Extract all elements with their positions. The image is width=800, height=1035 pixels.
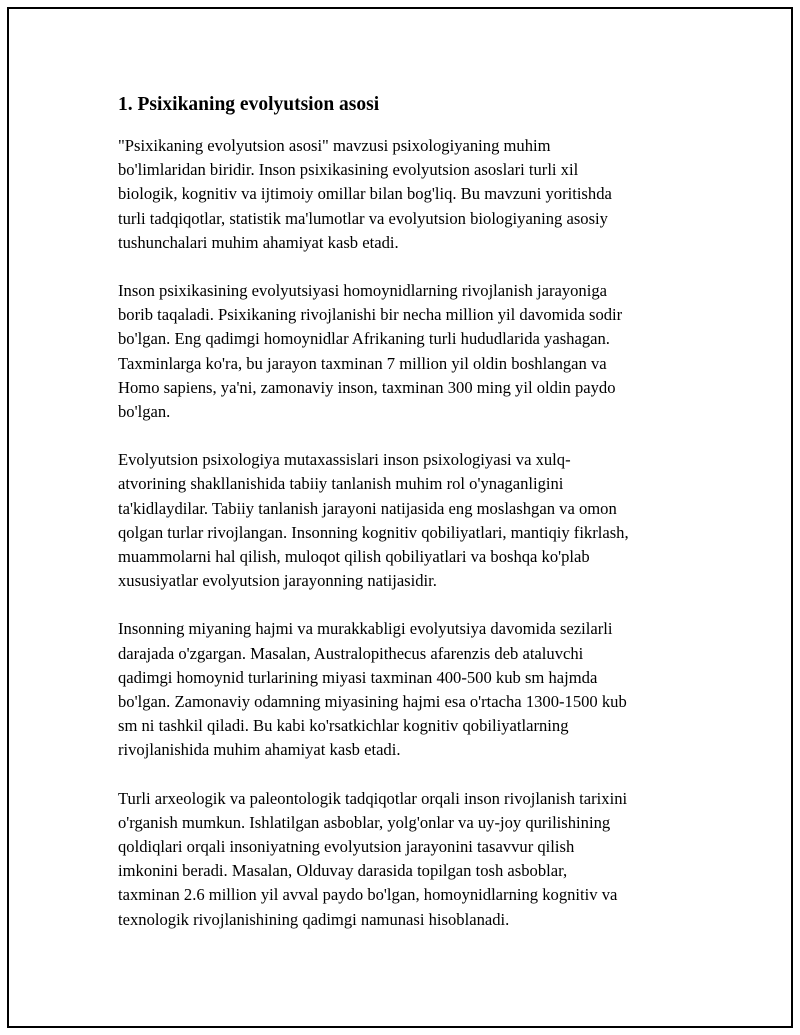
paragraph-2: Inson psixikasining evolyutsiyasi homoynidlarning rivojlanish jarayoniga borib taqaladi. Psixikaning rivojlanishi bir necha million yil davomida sodir bo'lgan. Eng qadimgi homoynidlar Afrikaning turli hududlarida yashagan. Taxminlarga ko'ra, bu jarayon taxminan 7 million yil oldin boshlangan va Homo sapiens, ya'ni, zamonaviy inson, taxminan 300 ming yil oldin paydo bo'lgan. (118, 281, 623, 422)
paragraph-5: Turli arxeologik va paleontologik tadqiqotlar orqali inson rivojlanish tarixini o'rganish mumkun. Ishlatilgan asboblar, yolg'onlar va uy-joy qurilishining qoldiqlari orqali insoniyatning evolyutsion jarayonini tasavvur qilish imkonini beradi. Masalan, Olduvay darasida topilgan tosh asboblar, taxminan 2.6 million yil avval paydo bo'lgan, homoynidlarning kognitiv va texnologik rivojlanishining qadimgi namunasi hisoblanadi. (118, 788, 628, 929)
document-body (118, 93, 688, 956)
paragraph-3: Evolyutsion psixologiya mutaxassislari inson psixologiyasi va xulq- atvorining shakllanishida tabiiy tanlanish muhim rol o'ynaganligini ta'kidlaydilar. Tabiiy tanlanish jarayoni natijasida eng moslashgan va omon qolgan turlar rivojlangan. Insonning kognitiv qobiliyatlari, mantiqiy fikrlash, muammolarni hal qilish, muloqot qilish qobiliyatlari va boshqa ko'plab xususiyatlar evolyutsion jarayonning natijasidir. (118, 450, 629, 591)
paragraph-1: "Psixikaning evolyutsion asosi" mavzusi psixologiyaning muhim bo'limlaridan biridir. Inson psixikasining evolyutsion asoslari turli xil biologik, kognitiv va ijtimoiy omillar bilan bog'liq. Bu mavzuni yoritishda turli tadqiqotlar, statistik ma'lumotlar va evolyutsion biologiyaning asosiy tushunchalari muhim ahamiyat kasb etadi. (118, 136, 612, 252)
section-heading: 1. Psixikaning evolyutsion asosi (118, 94, 380, 115)
paragraph-4: Insonning miyaning hajmi va murakkabligi evolyutsiya davomida sezilarli darajada o'zgargan. Masalan, Australopithecus afarenzis deb ataluvchi qadimgi homoynid turlarining miyasi taxminan 400-500 kub sm hajmda bo'lgan. Zamonaviy odamning miyasining hajmi esa o'rtacha 1300-1500 kub sm ni tashkil qiladi. Bu kabi ko'rsatkichlar kognitiv qobiliyatlarning rivojlanishida muhim ahamiyat kasb etadi. (118, 619, 627, 760)
